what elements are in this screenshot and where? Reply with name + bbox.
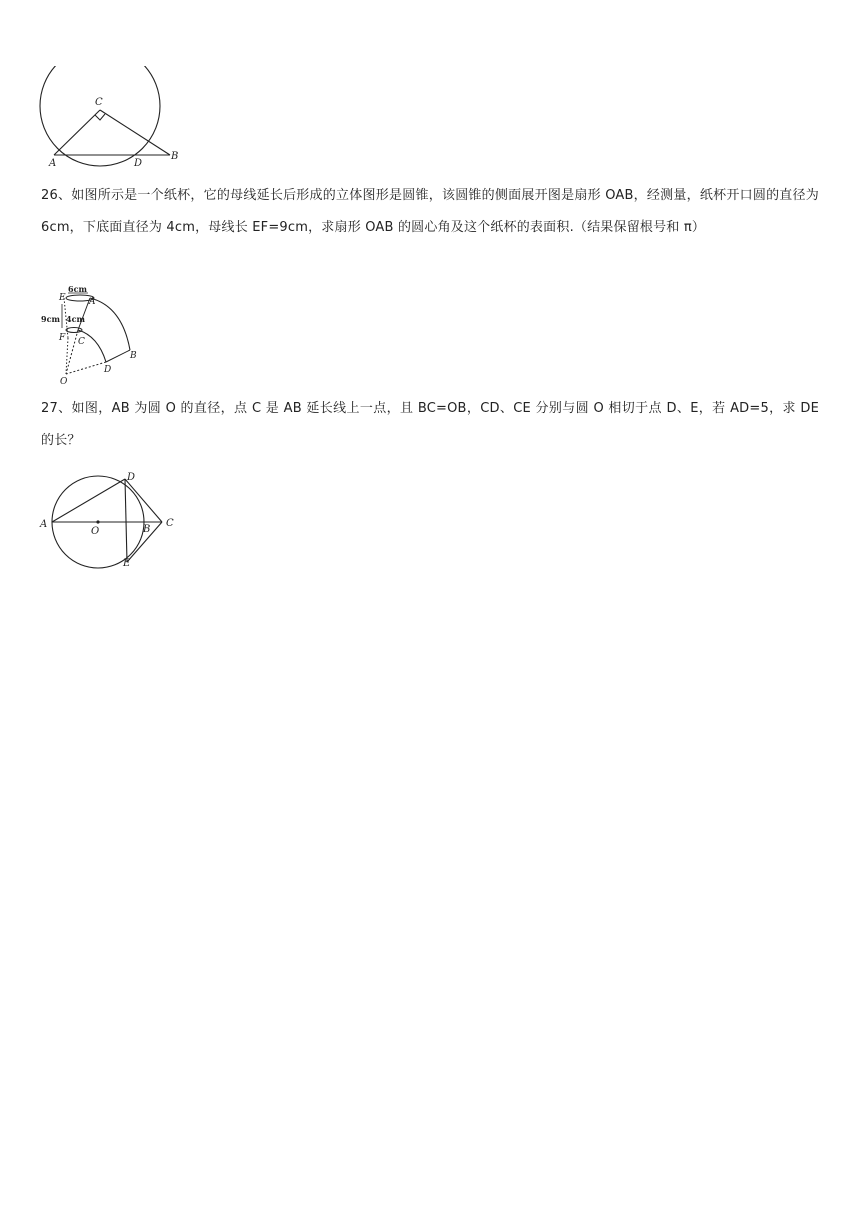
figure-paper-cup-sector: [38, 284, 148, 388]
label-b: B: [171, 151, 179, 162]
chord-ad: [52, 479, 125, 522]
question-26-text: 26、如图所示是一个纸杯，它的母线延长后形成的立体图形是圆锥，该圆锥的侧面展开图是扇形 OAB，经测量，纸杯开口圆的直径为 6cm，下底面直径为 4cm，母线长 EF=9cm，求扇形 OAB 的圆心角及这个纸杯的表面积.（结果保留根号和 π）: [41, 188, 819, 235]
label-o: O: [91, 526, 100, 537]
label-f: F: [59, 333, 66, 343]
label-c: C: [166, 518, 174, 529]
label-a: A: [40, 519, 48, 530]
figure-circle-triangle: [30, 66, 190, 172]
figure-circle-tangents: [34, 468, 184, 572]
label-d: D: [127, 472, 136, 483]
right-angle-mark: [95, 114, 105, 120]
label-d: D: [104, 365, 112, 375]
label-a: A: [49, 158, 57, 169]
label-c: C: [78, 337, 85, 347]
label-b: B: [143, 524, 151, 535]
label-c: C: [95, 97, 103, 108]
dim-top-label: 6cm: [68, 284, 87, 294]
line-bd: [106, 350, 130, 362]
label-d: D: [134, 158, 143, 169]
center-dot: [96, 520, 99, 523]
segment-ac: [54, 110, 100, 155]
dim-slant-label: 9cm: [41, 314, 60, 324]
question-27-text: 27、如图，AB 为圆 O 的直径，点 C 是 AB 延长线上一点，且 BC=OB，CD、CE 分别与圆 O 相切于点 D、E，若 AD=5，求 DE 的长？: [41, 401, 819, 448]
label-e: E: [59, 293, 66, 303]
label-a: A: [89, 297, 96, 307]
dim-bottom-label: 4cm: [66, 314, 85, 324]
label-e: E: [123, 558, 131, 569]
radius-od: [66, 362, 106, 374]
label-b: B: [130, 351, 137, 361]
label-o: O: [60, 377, 68, 387]
chord-de: [125, 479, 127, 562]
